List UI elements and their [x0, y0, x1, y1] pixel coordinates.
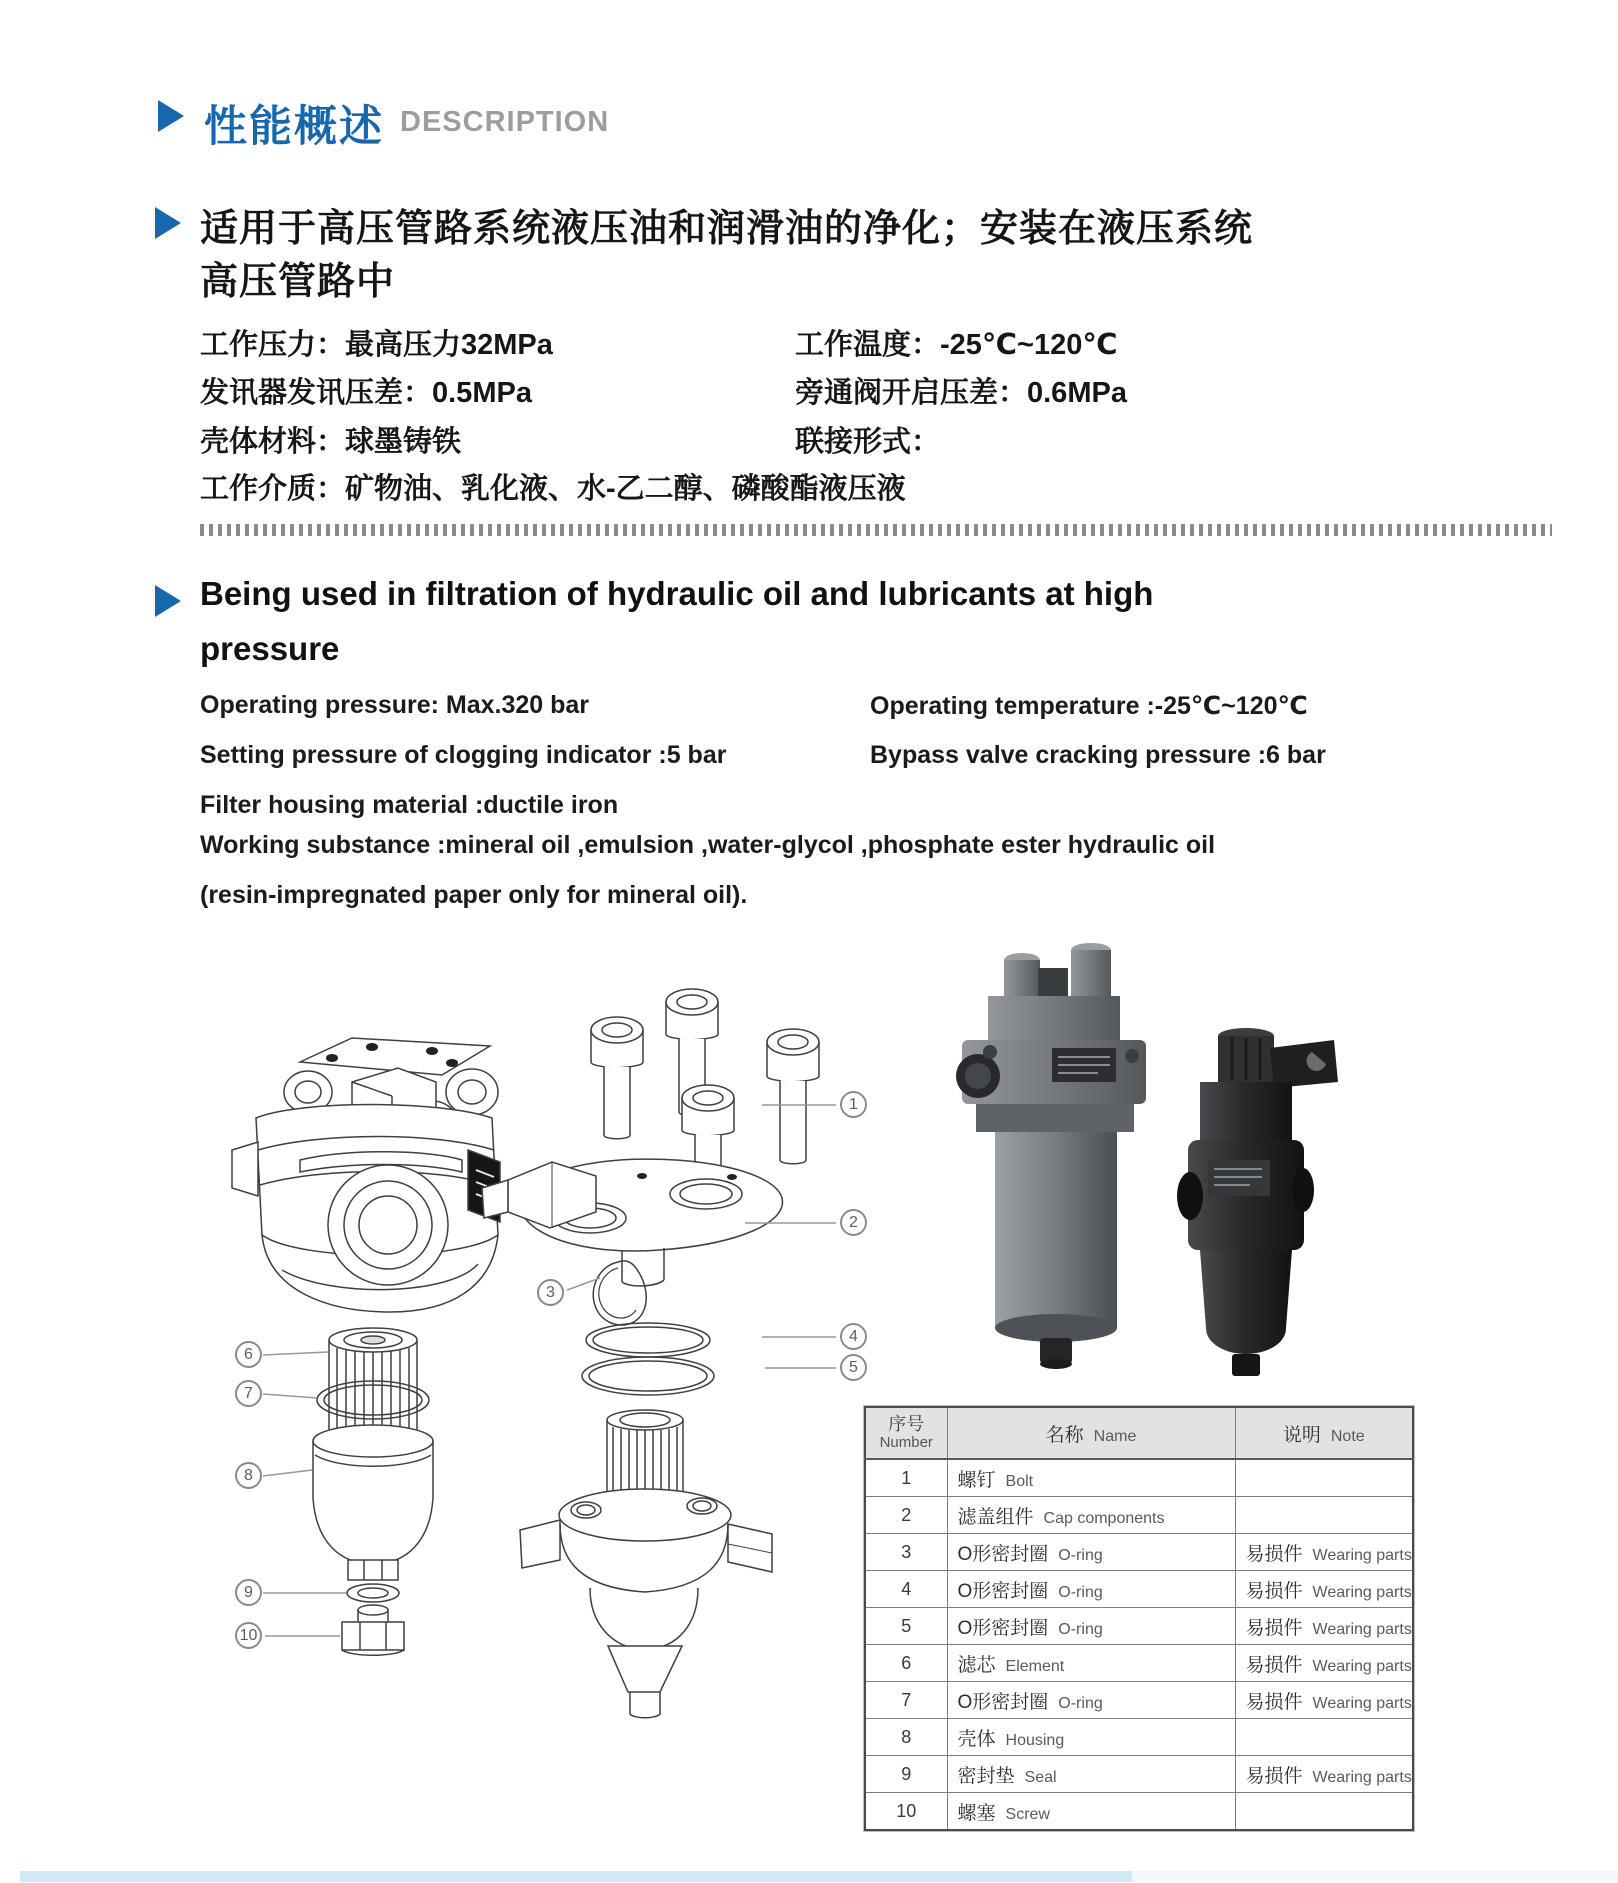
callout-1: 1	[840, 1091, 867, 1118]
callout-8: 8	[235, 1462, 262, 1489]
table-row: 3 O形密封圈 O-ring 易损件 Wearing parts	[865, 1534, 1413, 1571]
callout-2: 2	[840, 1209, 867, 1236]
spec-line: Bypass valve cracking pressure :6 bar	[870, 741, 1326, 769]
footer-accent-bar-right	[1132, 1871, 1618, 1882]
table-row: 6 滤芯 Element 易损件 Wearing parts	[865, 1645, 1413, 1682]
table-header-row	[865, 1407, 1413, 1459]
col-header-name: 名称 Name	[947, 1407, 1235, 1459]
spec-line: Working substance :mineral oil ,emulsion ,water-glycol ,phosphate ester hydraulic oil	[200, 831, 1216, 859]
intro-zh-line2: 高压管路中	[200, 261, 396, 303]
parts-table	[864, 1406, 1414, 1831]
page-title-en: DESCRIPTION	[400, 106, 610, 138]
section-arrow-icon	[158, 100, 187, 132]
spec-line: 工作介质：矿物油、乳化液、水-乙二醇、磷酸酯液压液	[200, 473, 906, 505]
callout-leader-lines	[263, 1105, 836, 1636]
callout-5: 5	[840, 1354, 867, 1381]
spec-line: 发讯器发讯压差：0.5MPa	[200, 377, 532, 409]
table-row: 7 O形密封圈 O-ring 易损件 Wearing parts	[865, 1682, 1413, 1719]
section-arrow-icon	[155, 585, 184, 617]
table-row: 8 壳体 Housing	[865, 1719, 1413, 1756]
spec-line: 工作温度：-25℃~120℃	[795, 329, 1118, 361]
spec-line: Filter housing material :ductile iron	[200, 791, 619, 819]
table-row: 4 O形密封圈 O-ring 易损件 Wearing parts	[865, 1571, 1413, 1608]
table-row: 9 密封垫 Seal 易损件 Wearing parts	[865, 1756, 1413, 1793]
table-row: 2 滤盖组件 Cap components	[865, 1497, 1413, 1534]
spec-line: Setting pressure of clogging indicator :5 bar	[200, 741, 727, 769]
product-photo-gray-filter	[956, 943, 1146, 1369]
spec-line: 壳体材料：球墨铸铁	[200, 426, 462, 458]
spec-line: 联接形式：	[795, 426, 941, 458]
spec-line: 旁通阀开启压差：0.6MPa	[795, 377, 1127, 409]
footer-accent-bar	[20, 1871, 1132, 1882]
intro-en-line1: Being used in filtration of hydraulic oil and lubricants at high	[200, 575, 1154, 612]
col-header-note: 说明 Note	[1235, 1407, 1413, 1459]
table-row: 1 螺钉 Bolt	[865, 1459, 1413, 1497]
spec-line: (resin-impregnated paper only for mineral oil).	[200, 881, 748, 909]
table-row: 5 O形密封圈 O-ring 易损件 Wearing parts	[865, 1608, 1413, 1645]
spec-line: 工作压力：最高压力32MPa	[200, 329, 553, 361]
callout-3: 3	[537, 1279, 564, 1306]
callout-6: 6	[235, 1341, 262, 1368]
intro-en-line2: pressure	[200, 630, 340, 667]
callout-4: 4	[840, 1323, 867, 1350]
page-title-zh: 性能概述	[204, 103, 384, 151]
col-header-number: 序号 Number	[865, 1407, 947, 1459]
dotted-divider	[200, 524, 1552, 536]
callout-10: 10	[235, 1622, 262, 1649]
intro-zh-line1: 适用于高压管路系统液压油和润滑油的净化；安装在液压系统	[200, 208, 1254, 250]
spec-line: Operating pressure: Max.320 bar	[200, 691, 590, 719]
callout-9: 9	[235, 1579, 262, 1606]
product-photo-black-filter	[1177, 1028, 1338, 1376]
spec-line: Operating temperature :-25℃~120℃	[870, 692, 1308, 720]
section-arrow-icon	[155, 207, 184, 239]
exploded-view-left	[232, 1038, 500, 1655]
callout-7: 7	[235, 1380, 262, 1407]
exploded-view-center	[482, 989, 819, 1718]
table-row: 10 螺塞 Screw	[865, 1793, 1413, 1831]
